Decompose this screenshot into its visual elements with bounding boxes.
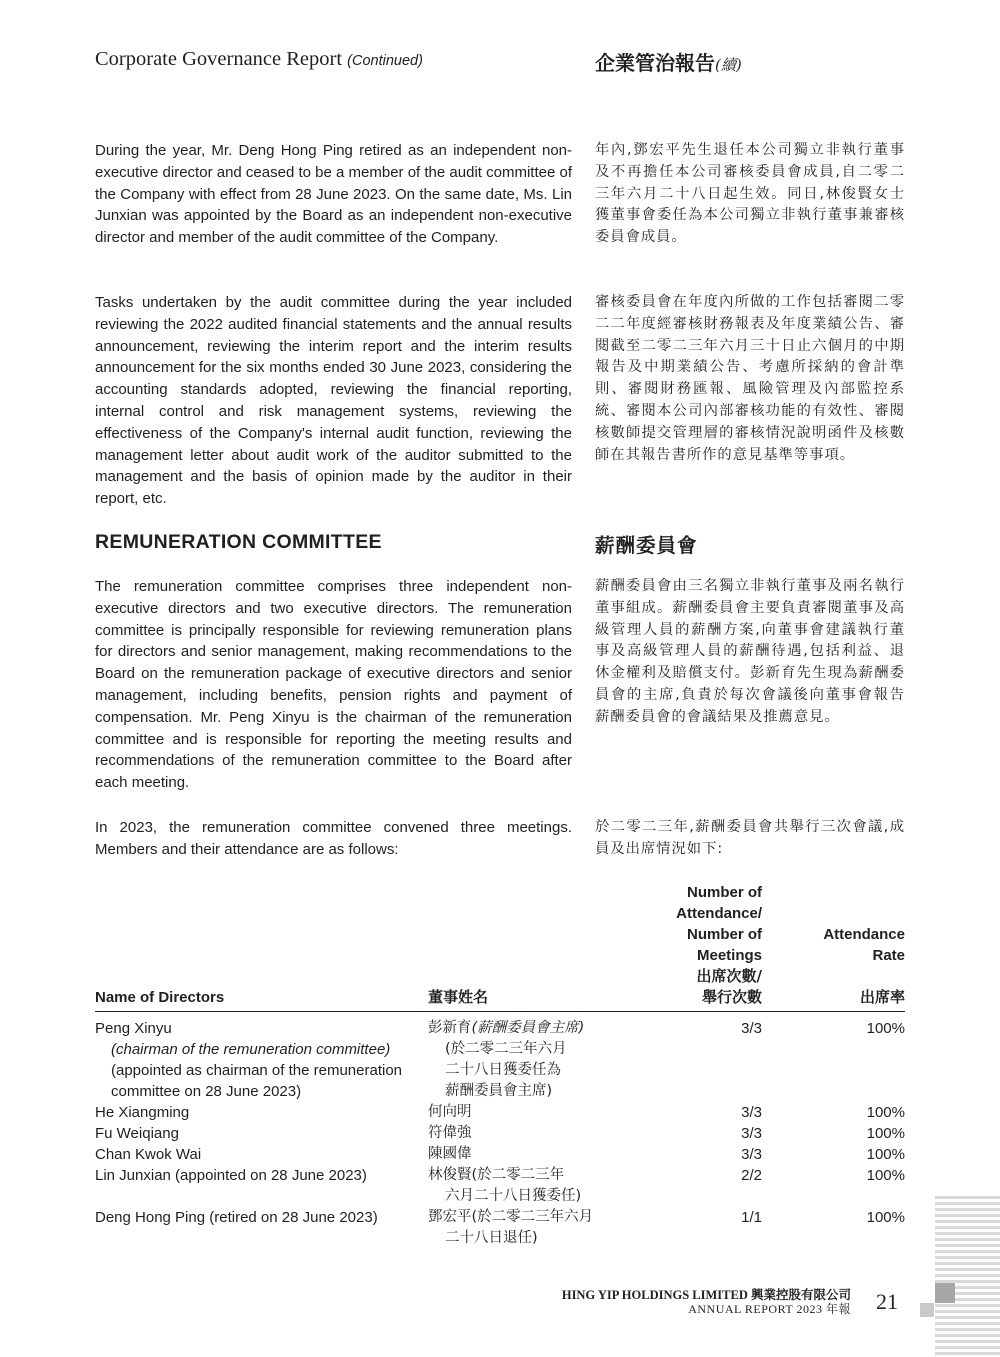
director-name-en: He Xiangming — [95, 1104, 190, 1121]
attendance-count: 3/3 — [741, 1104, 762, 1121]
attendance-rate: 100% — [866, 1104, 905, 1121]
paragraph-audit-tasks-en: Tasks undertaken by the audit committee during the year included reviewing the 2022 audited financial statements and the annual results announcement, reviewing the interim report and the interim results announcement for the six months ended 30 June 2023, considering the accounting standards adopted, reviewing the financial reporting, internal control and risk management systems, reviewing the effectiveness of the Company's internal audit function, reviewing the management letter about audit work of the auditor submitted to the management and the basis of opinion made by the auditor in their report, etc. — [95, 294, 572, 508]
paragraph-remuneration-zh: 薪酬委員會由三名獨立非執行董事及兩名執行董事組成。薪酬委員會主要負責審閱董事及高級管理人員的薪酬方案,向董事會建議執行董事及高級管理人員的薪酬待遇,包括利益、退休金權利及賠償支付。彭新育先生現為薪酬委員會的主席,負責於每次會議後向董事會報告薪酬委員會的會議結果及推薦意見。 — [595, 578, 905, 725]
footer-report-title: ANNUAL REPORT 2023 年報 — [688, 1302, 851, 1316]
director-name-en: Deng Hong Ping (retired on 28 June 2023) — [95, 1209, 378, 1226]
page-header-en — [95, 48, 423, 71]
attendance-rate: 100% — [866, 1146, 905, 1163]
director-note-zh-line: 二十八日退任) — [445, 1230, 538, 1246]
attendance-rate: 100% — [866, 1167, 905, 1184]
header-continued-zh: (續) — [715, 56, 742, 74]
attendance-count: 1/1 — [741, 1209, 762, 1226]
section-heading-zh: 薪酬委員會 — [595, 534, 698, 557]
table-header-meetings — [640, 882, 762, 1008]
table-header-meetings-line: Attendance/ — [676, 905, 762, 922]
header-title-en: Corporate Governance Report — [95, 48, 343, 70]
attendance-rate: 100% — [866, 1020, 905, 1037]
table-header-name-en: Name of Directors — [95, 989, 225, 1006]
table-header-meetings-line: Number of — [687, 926, 762, 943]
director-name-en: Lin Junxian (appointed on 28 June 2023) — [95, 1167, 367, 1184]
director-name-zh-line — [428, 1018, 628, 1039]
attendance-count: 3/3 — [741, 1020, 762, 1037]
table-header-rate-line: Attendance — [823, 926, 905, 943]
director-role-zh: (薪酬委員會主席) — [471, 1020, 585, 1036]
director-note-line: committee on 28 June 2023) — [111, 1083, 302, 1100]
director-name-zh — [428, 1165, 628, 1207]
paragraph-audit-changes-en: During the year, Mr. Deng Hong Ping retired as an independent non-executive director and ceased to be a member of the audit committee of the Company with effect from 28 June 2023. On the same date, Ms. Lin Junxian was appointed by the Board as an independent non-executive director and member of the audit committee of the Company. — [95, 142, 572, 247]
page-number: 21 — [876, 1289, 898, 1314]
director-role-line: (chairman of the remuneration committee) — [111, 1041, 391, 1058]
director-name-zh — [428, 1018, 628, 1102]
decorative-square-light — [920, 1303, 934, 1317]
director-name-zh: 符偉強 — [428, 1125, 472, 1141]
attendance-count: 3/3 — [741, 1146, 762, 1163]
director-note-zh-line: 二十八日獲委任為 — [445, 1062, 561, 1078]
section-heading-en: REMUNERATION COMMITTEE — [95, 531, 382, 553]
table-header-meetings-line: Number of — [687, 884, 762, 901]
director-name-en: Chan Kwok Wai — [95, 1146, 202, 1163]
director-name-zh — [428, 1207, 628, 1249]
table-header-meetings-line: Meetings — [696, 947, 762, 964]
director-name-line: Peng Xinyu — [95, 1020, 172, 1037]
table-header-name-zh: 董事姓名 — [428, 988, 489, 1006]
decorative-square-dark — [935, 1283, 955, 1303]
footer-company-name: HING YIP HOLDINGS LIMITED 興業控股有限公司 — [561, 1288, 851, 1302]
director-note-zh-line: 六月二十八日獲委任) — [445, 1188, 582, 1204]
director-name-zh-line: 林俊賢(於二零二三年 — [428, 1167, 565, 1183]
director-name-en: Fu Weiqiang — [95, 1125, 179, 1142]
director-name-en — [95, 1018, 420, 1102]
attendance-count: 2/2 — [741, 1167, 762, 1184]
director-note-line: (appointed as chairman of the remuneration — [111, 1062, 403, 1079]
paragraph-meetings-zh: 於二零二三年,薪酬委員會共舉行三次會議,成員及出席情況如下: — [595, 819, 905, 857]
director-name-zh: 陳國偉 — [428, 1146, 472, 1162]
paragraph-audit-tasks-zh: 審核委員會在年度內所做的工作包括審閱二零二二年度經審核財務報表及年度業績公告、審閱截至二零二三年六月三十日止六個月的中期報告及中期業績公告、考慮所採納的會計準則、審閱財務匯報、風險管理及內部監控系統、審閱本公司內部審核功能的有效性、審閱核數師提交管理層的審核情況說明函件及核數師在其報告書所作的意見基準等事項。 — [595, 294, 905, 463]
page-header-zh — [595, 47, 742, 76]
director-name-zh-line: 鄧宏平(於二零二三年六月 — [428, 1209, 594, 1225]
director-name-zh-main: 彭新育 — [428, 1020, 472, 1036]
table-header-meetings-line: 出席次數/ — [696, 967, 762, 985]
director-note-zh-line: 薪酬委員會主席) — [445, 1083, 553, 1099]
attendance-rate: 100% — [866, 1209, 905, 1226]
table-header-rate-zh: 出席率 — [859, 988, 905, 1006]
table-header-rule — [95, 1011, 905, 1012]
director-note-zh-line: (於二零二三年六月 — [445, 1041, 567, 1057]
paragraph-audit-changes-zh: 年內,鄧宏平先生退任本公司獨立非執行董事及不再擔任本公司審核委員會成員,自二零二三年六月二十八日起生效。同日,林俊賢女士獲董事會委任為本公司獨立非執行董事兼審核委員會成員。 — [595, 142, 905, 246]
header-title-zh: 企業管治報告 — [595, 51, 715, 75]
paragraph-remuneration-en: The remuneration committee comprises three independent non-executive directors and two executive directors. The remuneration committee is principally responsible for reviewing remuneration plans for directors and senior management, making recommendations to the Board on the remuneration package of executive directors and senior management, including benefits, pension rights and payment of compensation. Mr. Peng Xinyu is the chairman of the remuneration committee and is responsible for reporting the meeting results and recommendations of the remuneration committee to the Board after each meeting. — [95, 578, 572, 792]
table-header-meetings-line: 舉行次數 — [701, 988, 762, 1006]
attendance-count: 3/3 — [741, 1125, 762, 1142]
director-name-zh: 何向明 — [428, 1104, 472, 1120]
table-header-rate-line: Rate — [872, 947, 905, 964]
decorative-stripes — [935, 1196, 1000, 1357]
attendance-rate: 100% — [866, 1125, 905, 1142]
header-continued-en: (Continued) — [347, 53, 423, 69]
paragraph-meetings-en: In 2023, the remuneration committee convened three meetings. Members and their attendance are as follows: — [95, 819, 572, 858]
table-header-rate — [780, 924, 905, 966]
